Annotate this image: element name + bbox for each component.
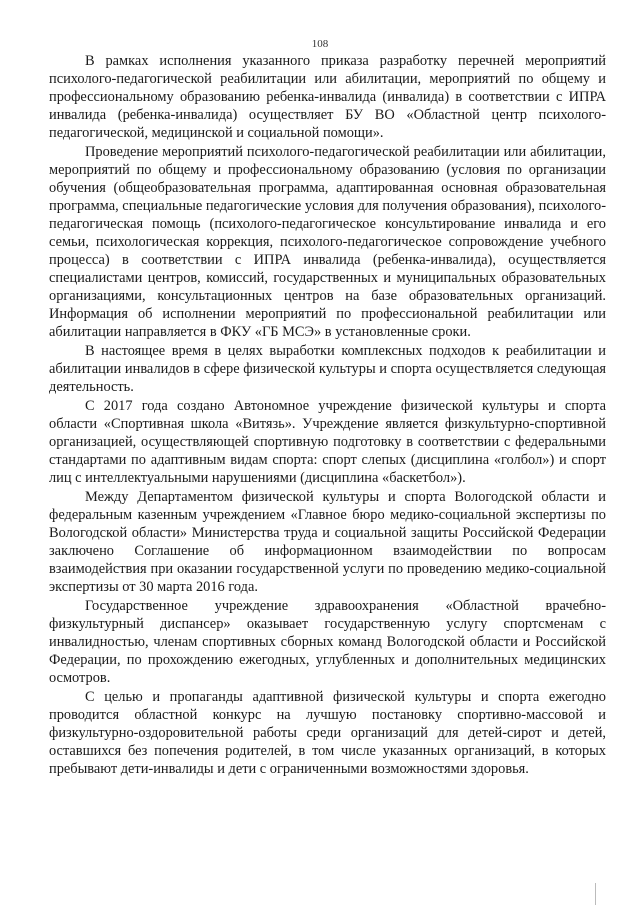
paragraph-regional-contest: С целью и пропаганды адаптивной физической культуры и спорта ежегодно проводится областной конкурс на лучшую постановку спортивно-массовой и физкультурно-оздоровительной работы среди организаций для детей-сирот и детей, оставшихся без попечения родителей, в том числе указанных организаций, в которых пребывают дети-инвалиды и дети с ограниченными возможностями здоровья. [49, 689, 606, 777]
paragraph-current-activities: В настоящее время в целях выработки комплексных подходов к реабилитации и абилитации инвалидов в сфере физической культуры и спорта осуществляется следующая деятельность. [49, 343, 606, 395]
paragraph-rehabilitation-measures: Проведение мероприятий психолого-педагогической реабилитации или абилитации, мероприятий по общему и профессиональному образованию (условия по организации обучения (общеобразовательная программа, адаптированная основная образовательная программа, специальные педагогические условия для получения образования), психолого-педагогическая помощь (психолого-педагогическое консультирование инвалида и его семьи, психологическая коррекция, психолого-педагогическое сопровождение учебного процесса) в соответствии с ИПРА инвалида (ребенка-инвалида), осуществляется специалистами центров, комиссий, государственных и муниципальных образовательных организациями, консультационных центров на базе образовательных организаций. Информация об исполнении мероприятий по профессиональной реабилитации или абилитации направляется в ФКУ «ГБ МСЭ» в установленные сроки. [49, 144, 606, 340]
scan-edge-mark [595, 883, 596, 905]
page-number: 108 [311, 38, 329, 50]
document-body [49, 52, 606, 778]
paragraph-information-agreement: Между Департаментом физической культуры и спорта Вологодской области и федеральным казенным учреждением «Главное бюро медико-социальной экспертизы по Вологодской области» Министерства труда и социальной защиты Российской Федерации заключено Соглашение об информационном взаимодействии по вопросам взаимодействия при оказании государственной услуги по проведению медико-социальной экспертизы от 30 марта 2016 года. [49, 489, 606, 595]
paragraph-ipra-development: В рамках исполнения указанного приказа разработку перечней мероприятий психолого-педагогической реабилитации или абилитации, мероприятий по общему и профессиональному образованию ребенка-инвалида (инвалида) в соответствии с ИПРА инвалида (ребенка-инвалида) осуществляет БУ ВО «Областной центр психолого-педагогической, медицинской и социальной помощи». [49, 53, 606, 141]
paragraph-medical-dispensary: Государственное учреждение здравоохранения «Областной врачебно-физкультурный диспансер» оказывает государственную услугу спортсменам с инвалидностью, членам спортивных сборных команд Вологодской области и Российской Федерации, по прохождению ежегодных, углубленных и дополнительных медицинских осмотров. [49, 598, 606, 686]
paragraph-sports-school-vityaz: С 2017 года создано Автономное учреждение физической культуры и спорта области «Спортивная школа «Витязь». Учреждение является физкультурно-спортивной организацией, осуществляющей спортивную подготовку в соответствии с федеральными стандартами по адаптивным видам спорта: спорт слепых (дисциплина «голбол») и спорт лиц с интеллектуальными нарушениями (дисциплина «баскетбол»). [49, 398, 606, 486]
